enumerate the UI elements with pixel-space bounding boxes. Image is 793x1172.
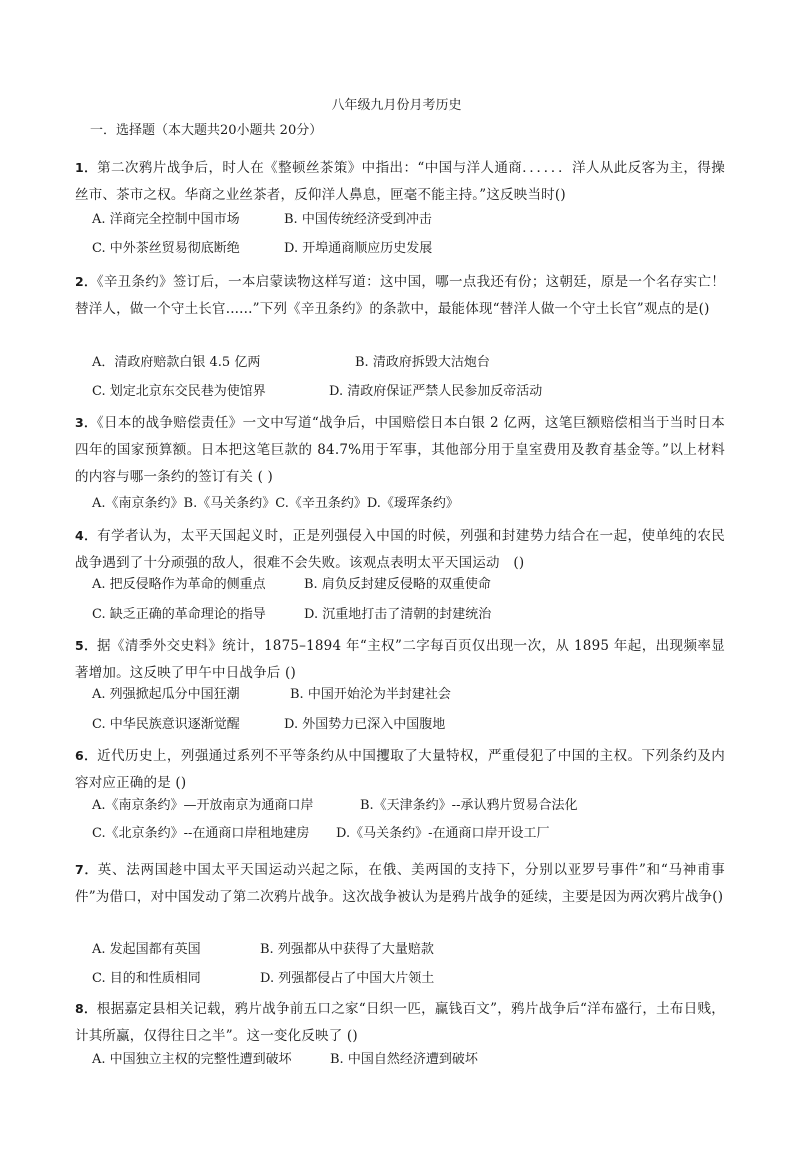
question-6 [75, 742, 725, 797]
option-a[interactable]: A. 发起国都有英国 [92, 942, 201, 957]
option-c[interactable]: C.《北京条约》--在通商口岸租地建房 [92, 826, 310, 841]
question-number: 1． [75, 160, 98, 175]
option-d[interactable]: D.《马关条约》-在通商口岸开设工厂 [336, 826, 550, 841]
option-d[interactable]: D. 外国势力已深入中国腹地 [284, 717, 446, 732]
question-text: 近代历史上，列强通过系列不平等条约从中国攫取了大量特权，严重侵犯了中国的主权。下列条约及内容对应正确的是 () [75, 748, 725, 791]
option-d[interactable]: D. 列强都侵占了中国大片领土 [260, 971, 435, 986]
question-1 [75, 154, 725, 209]
question-number: 2． [75, 274, 97, 289]
question-number: 7． [75, 862, 98, 877]
question-5-options-row-2 [92, 716, 445, 734]
question-number: 6． [75, 748, 98, 763]
question-2-options-row-1 [92, 354, 490, 372]
section-heading: 一．选择题（本大题共20小题共 20分） [90, 123, 323, 138]
option-a[interactable]: A.《南京条约》—开放南京为通商口岸 [92, 798, 314, 813]
question-text: 英、法两国趁中国太平天国运动兴起之际，在俄、美两国的支持下，分别以亚罗号事件”和“马神甫事件”为借口，对中国发动了第二次鸦片战争。这次战争被认为是鸦片战争的延续，主要是因为两次鸦片战争() [75, 862, 725, 905]
option-a[interactable]: A. 把反侵略作为革命的侧重点 [92, 577, 266, 592]
question-4-options-row-2 [92, 606, 491, 624]
option-a[interactable]: A．清政府赔款白银 4.5 亿两 [92, 355, 261, 370]
question-7-options-row-2 [92, 970, 434, 988]
option-a[interactable]: A. 中国独立主权的完整性遭到破坏 [92, 1052, 292, 1067]
question-number: 4． [75, 528, 98, 543]
option-c[interactable]: C. 缺乏正确的革命理论的指导 [92, 607, 266, 622]
option-b[interactable]: B. 中国开始沦为半封建社会 [290, 687, 451, 702]
option-a[interactable]: A. 列强掀起瓜分中国狂潮 [92, 687, 240, 702]
options-abcd[interactable]: A.《南京条约》B.《马关条约》C.《辛丑条约》D.《瑷珲条约》 [92, 496, 459, 511]
question-number: 5． [75, 638, 98, 653]
option-d[interactable]: D. 沉重地打击了清朝的封建统治 [304, 607, 492, 622]
question-number: 8． [75, 1001, 97, 1016]
question-4 [75, 522, 725, 577]
question-3 [75, 409, 725, 491]
option-c[interactable]: C. 中外茶丝贸易彻底断绝 [92, 241, 240, 256]
option-c[interactable]: C. 中华民族意识逐渐觉醒 [92, 717, 240, 732]
question-6-options-row-2 [92, 825, 550, 843]
option-b[interactable]: B. 清政府拆毁大沽炮台 [355, 355, 490, 370]
question-text: 《日本的战争赔偿责任》一文中写道“战争后，中国赔偿日本白银 2 亿两，这笔巨额赔偿相当于当时日本四年的国家预算额。日本把这笔巨款的 84.7%用于军事，其他部分用于皇室费用及教育基金等。”以上材料的内容与哪一条约的签订有关 ( ) [75, 415, 726, 485]
option-b[interactable]: B. 肩负反封建反侵略的双重使命 [304, 577, 491, 592]
page-title: 八年级九月份月考历史 [331, 98, 462, 113]
question-2-options-row-2 [92, 383, 542, 401]
question-1-options-row-1 [92, 211, 432, 229]
question-7-options-row-1 [92, 941, 434, 959]
question-2 [75, 268, 725, 323]
question-6-options-row-1 [92, 797, 577, 815]
option-b[interactable]: B. 中国传统经济受到冲击 [284, 212, 432, 227]
question-1-options-row-2 [92, 240, 432, 258]
question-number: 3． [75, 415, 97, 430]
question-3-options [92, 495, 459, 513]
option-b[interactable]: B.《天津条约》--承认鸦片贸易合法化 [360, 798, 578, 813]
question-7 [75, 856, 725, 911]
question-text: 第二次鸦片战争后，时人在《整顿丝茶策》中指出：“中国与洋人通商．．．．．．洋人从此反客为主，得操丝市、茶市之权。华商之业丝茶者，反仰洋人鼻息，匣毫不能主持。”这反映当时() [75, 160, 725, 203]
question-8 [75, 995, 725, 1050]
question-text: 有学者认为，太平天国起义时，正是列强侵入中国的时候，列强和封建势力结合在一起，使单纯的农民战争遇到了十分顽强的敌人，很难不会失败。该观点表明太平天国运动 () [75, 528, 725, 571]
question-text: 据《清季外交史料》统计，1875–1894 年“主权”二字每百页仅出现一次，从 1895 年起，出现频率显著增加。这反映了甲午中日战争后 () [75, 638, 725, 681]
question-5 [75, 632, 725, 687]
question-4-options-row-1 [92, 576, 491, 594]
question-text: 根据嘉定县相关记载，鸦片战争前五口之家“日织一匹，赢钱百文”，鸦片战争后“洋布盛行，土布日贱，计其所赢，仅得往日之半”。这一变化反映了 () [75, 1001, 725, 1044]
option-b[interactable]: B. 中国自然经济遭到破坏 [330, 1052, 478, 1067]
option-c[interactable]: C. 目的和性质相同 [92, 971, 201, 986]
question-5-options-row-1 [92, 686, 451, 704]
option-c[interactable]: C. 划定北京东交民巷为使馆界 [92, 384, 266, 399]
option-b[interactable]: B. 列强都从中获得了大量赔款 [260, 942, 434, 957]
question-text: 《辛丑条约》签订后，一本启蒙读物这样写道：这中国，哪一点我还有份；这朝廷，原是一个名存实亡！替洋人，做一个守土长官......”下列《辛丑条约》的条款中，最能体现“替洋人做一个守土长官”观点的是() [75, 274, 725, 317]
option-d[interactable]: D. 开埠通商顺应历史发展 [284, 241, 433, 256]
option-a[interactable]: A. 洋商完全控制中国市场 [92, 212, 240, 227]
option-d[interactable]: D. 清政府保证严禁人民参加反帝活动 [329, 384, 543, 399]
question-8-options-row-1 [92, 1051, 478, 1069]
